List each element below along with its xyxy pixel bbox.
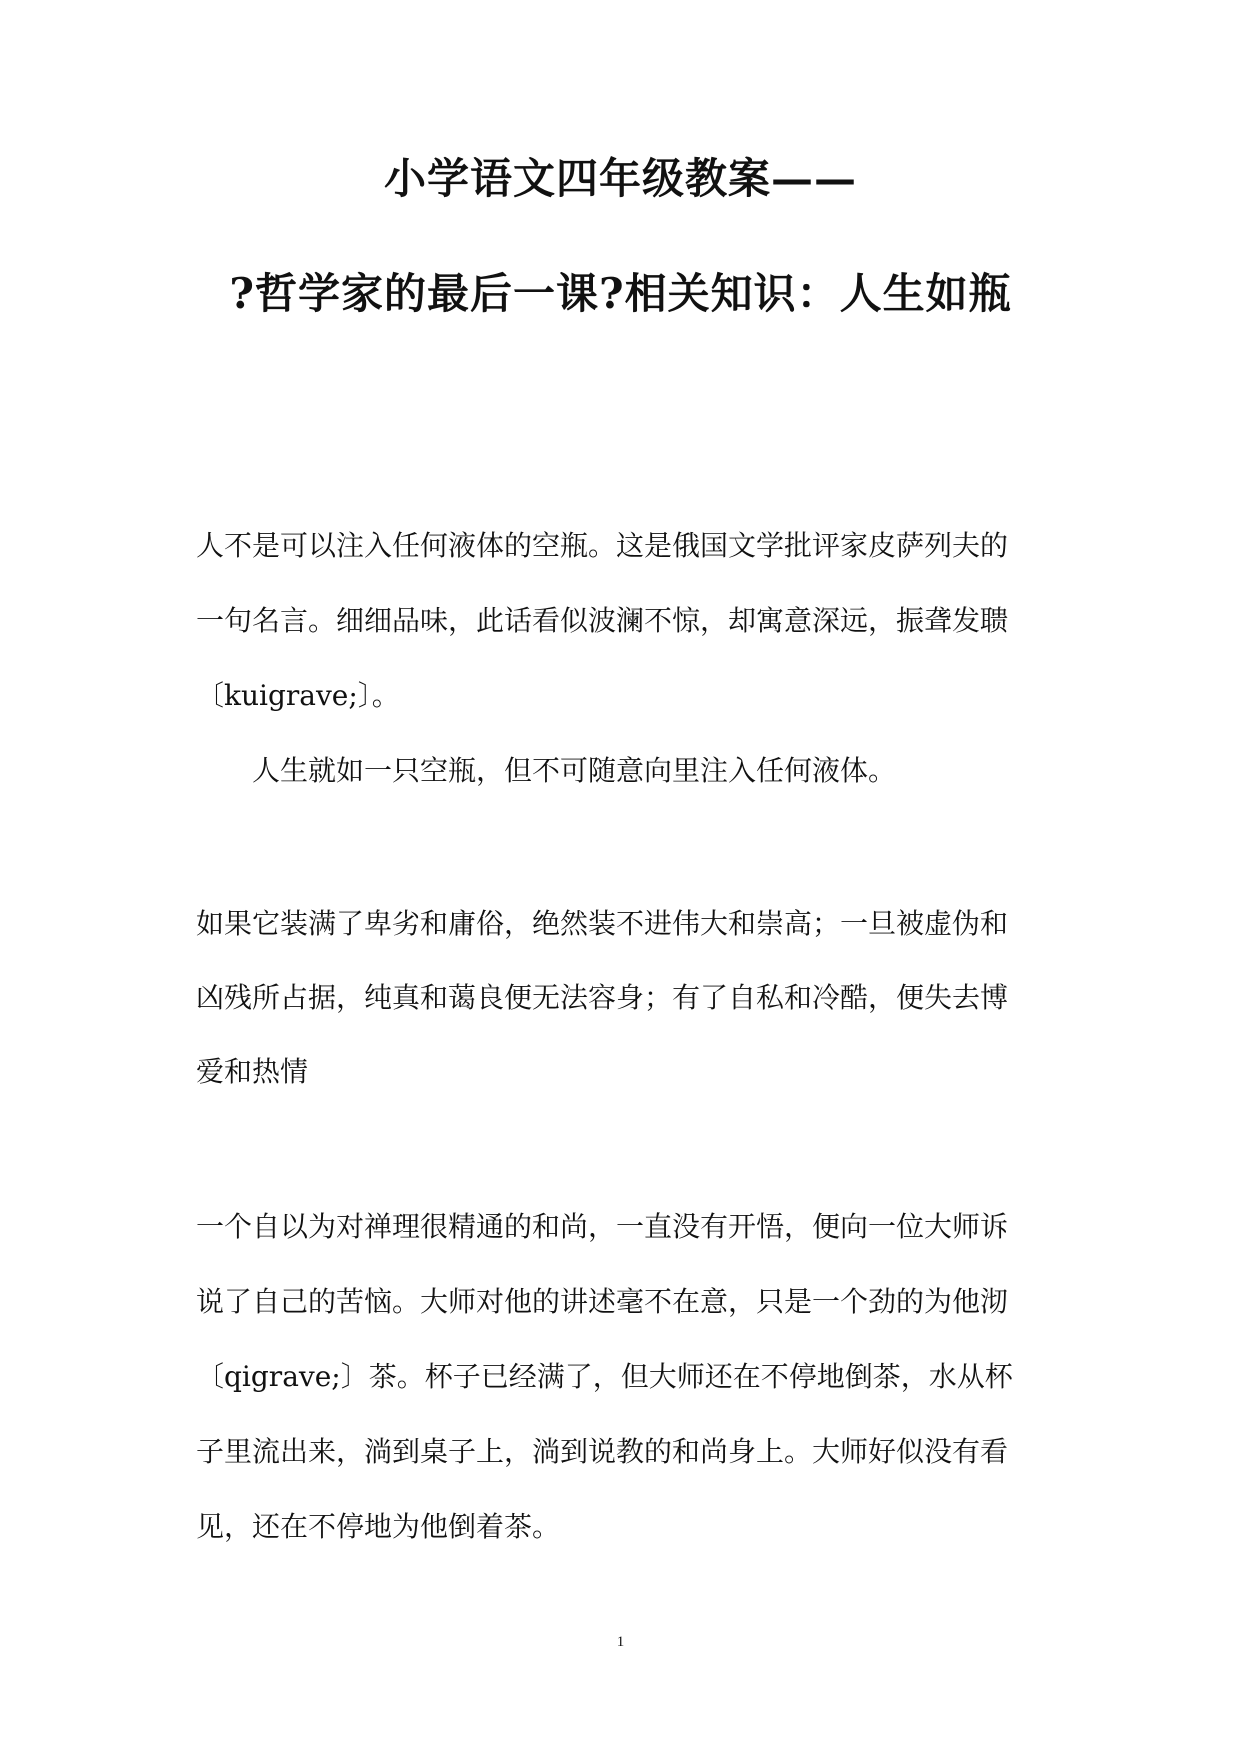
document-title-line-2: ?哲学家的最后一课?相关知识：人生如瓶 [229,269,1012,318]
paragraph-line: 〔kuigrave;〕。 [196,679,400,712]
paragraph-line: 人不是可以注入任何液体的空瓶。这是俄国文学批评家皮萨列夫的 [196,529,1009,562]
paragraph-line: 子里流出来，淌到桌子上，淌到说教的和尚身上。大师好似没有看 [196,1435,1009,1468]
document-title-line-1: 小学语文四年级教案—— [383,154,857,203]
paragraph-line: 〔qigrave;〕茶。杯子已经满了，但大师还在不停地倒茶，水从杯 [196,1360,1013,1393]
paragraph-line: 一个自以为对禅理很精通的和尚，一直没有开悟，便向一位大师诉 [196,1210,1009,1243]
paragraph-1 [196,527,1056,752]
paragraph-3 [196,905,1056,1127]
paragraph-line: 见，还在不停地为他倒着茶。 [196,1510,561,1543]
paragraph-line: 爱和热情 [196,1055,309,1088]
paragraph-line: 一句名言。细细品味，此话看似波澜不惊，却寓意深远，振聋发聩 [196,604,1009,637]
paragraph-line: 人生就如一只空瓶，但不可随意向里注入任何液体。 [252,754,897,787]
paragraph-line: 凶残所占据，纯真和蔼良便无法容身；有了自私和冷酷，便失去博 [196,981,1009,1014]
paragraph-4 [196,1208,1056,1583]
page-number: 1 [616,1634,625,1650]
paragraph-2 [252,752,1112,790]
paragraph-line: 如果它装满了卑劣和庸俗，绝然装不进伟大和崇高；一旦被虚伪和 [196,907,1009,940]
paragraph-line: 说了自己的苦恼。大师对他的讲述毫不在意，只是一个劲的为他沏 [196,1285,1009,1318]
